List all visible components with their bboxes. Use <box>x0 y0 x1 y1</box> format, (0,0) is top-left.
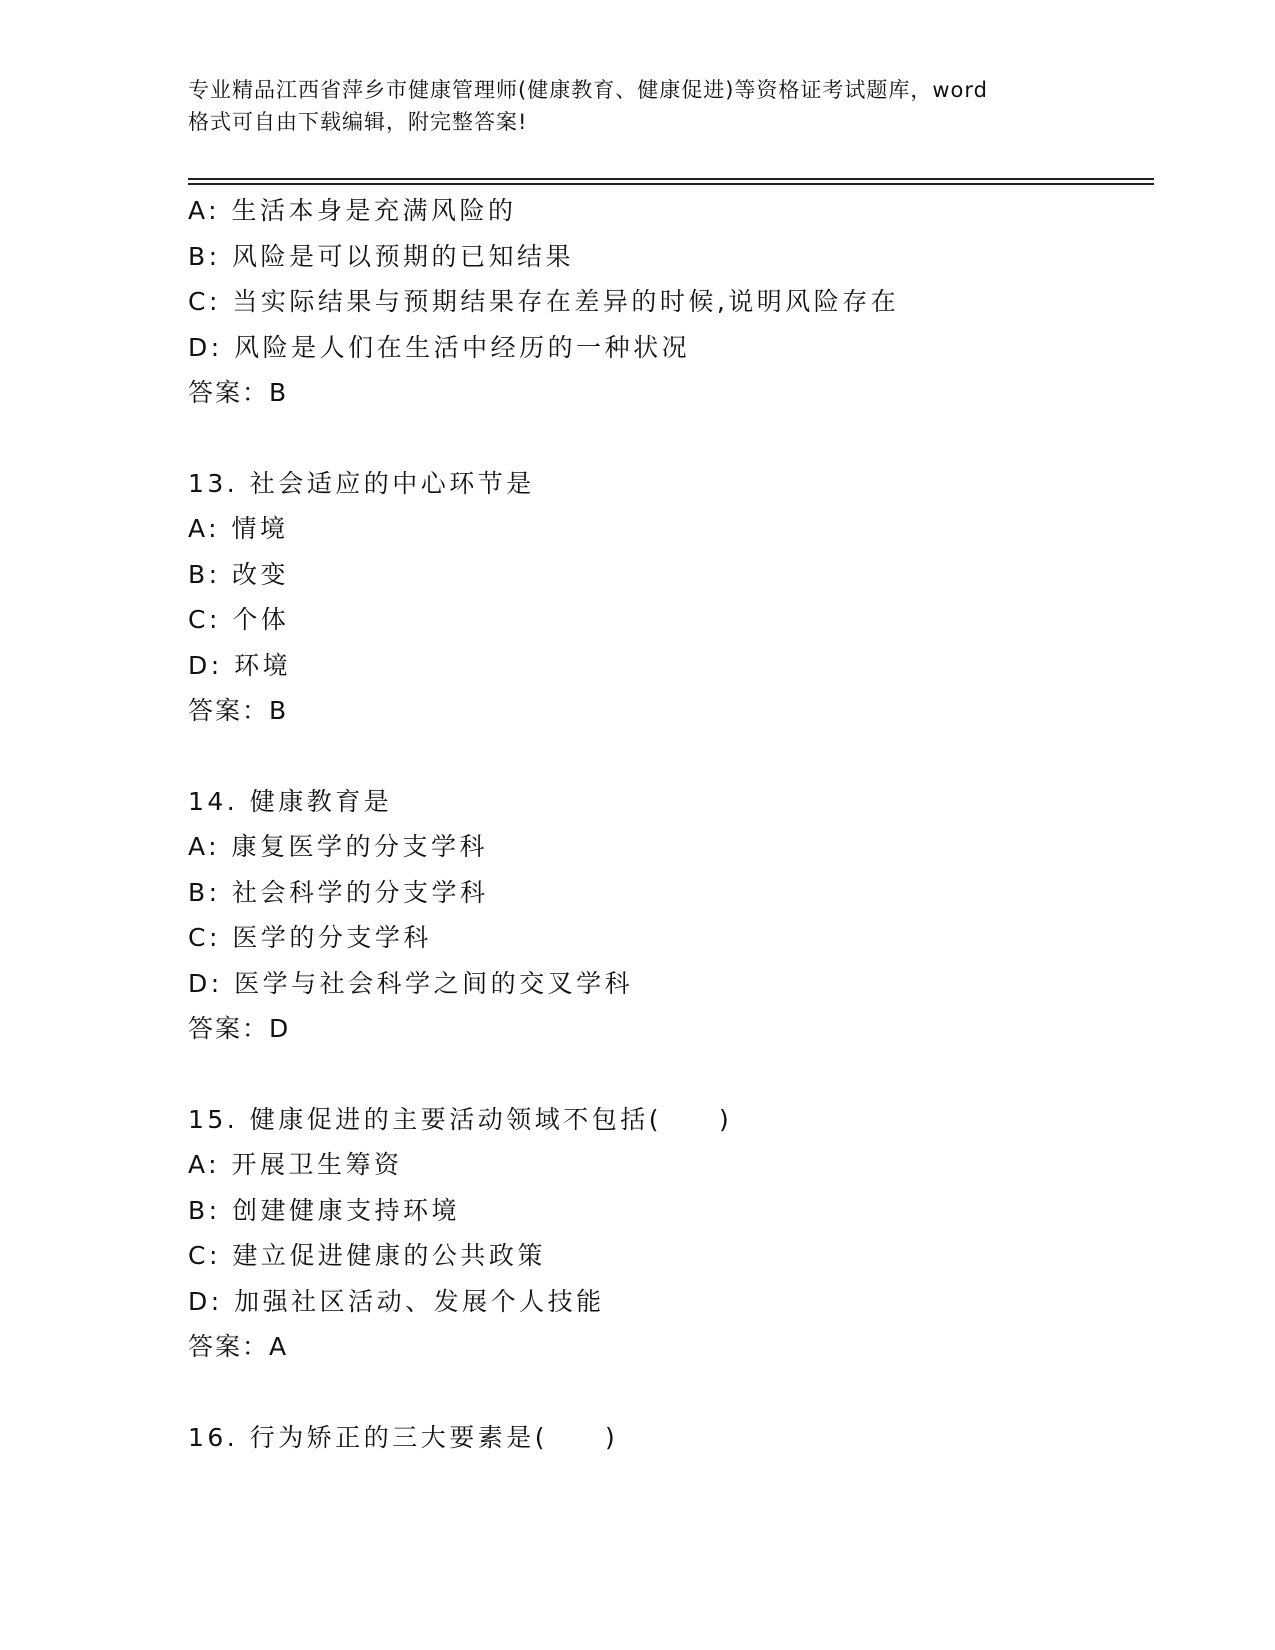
option-b: B: 创建健康支持环境 <box>188 1195 461 1225</box>
header-line-1: 专业精品江西省萍乡市健康管理师(健康教育、健康促进)等资格证考试题库，word <box>188 78 989 102</box>
question-block-15 <box>188 1097 1148 1370</box>
question-stem: 15. 健康促进的主要活动领域不包括( ) <box>188 1104 733 1134</box>
answer-line: 答案：B <box>188 378 289 407</box>
spacer <box>188 734 1148 779</box>
option-d: D: 加强社区活动、发展个人技能 <box>188 1286 605 1316</box>
answer-line: 答案：A <box>188 1332 289 1361</box>
option-c: C: 个体 <box>188 605 290 634</box>
option-a: A: 生活本身是充满风险的 <box>188 196 517 225</box>
option-b: B: 风险是可以预期的已知结果 <box>188 241 575 271</box>
question-block-14 <box>188 779 1148 1052</box>
spacer <box>188 416 1148 461</box>
question-block-16 <box>188 1415 1148 1461</box>
option-b: B: 社会科学的分支学科 <box>188 877 489 907</box>
header-rule-top <box>188 178 1154 180</box>
spacer <box>188 1370 1148 1415</box>
question-block-prev <box>188 188 1148 416</box>
option-a: A: 康复医学的分支学科 <box>188 832 489 861</box>
option-a: A: 情境 <box>188 514 289 543</box>
question-stem: 14. 健康教育是 <box>188 786 393 816</box>
option-c: C: 建立促进健康的公共政策 <box>188 1241 546 1270</box>
question-list <box>188 188 1148 1460</box>
option-d: D: 医学与社会科学之间的交叉学科 <box>188 968 634 998</box>
option-a: A: 开展卫生筹资 <box>188 1150 403 1179</box>
option-d: D: 风险是人们在生活中经历的一种状况 <box>188 332 691 362</box>
option-c: C: 当实际结果与预期结果存在差异的时候,说明风险存在 <box>188 287 900 316</box>
option-b: B: 改变 <box>188 559 290 589</box>
question-block-13 <box>188 461 1148 734</box>
header-line-2: 格式可自由下载编辑，附完整答案! <box>188 110 528 134</box>
document-header <box>188 74 1088 138</box>
question-stem: 13. 社会适应的中心环节是 <box>188 468 535 498</box>
question-stem: 16. 行为矫正的三大要素是( ) <box>188 1422 619 1452</box>
option-c: C: 医学的分支学科 <box>188 923 432 952</box>
header-rule-bottom <box>188 183 1154 185</box>
answer-line: 答案：B <box>188 696 289 725</box>
spacer <box>188 1052 1148 1097</box>
option-d: D: 环境 <box>188 650 292 680</box>
answer-line: 答案：D <box>188 1014 291 1043</box>
